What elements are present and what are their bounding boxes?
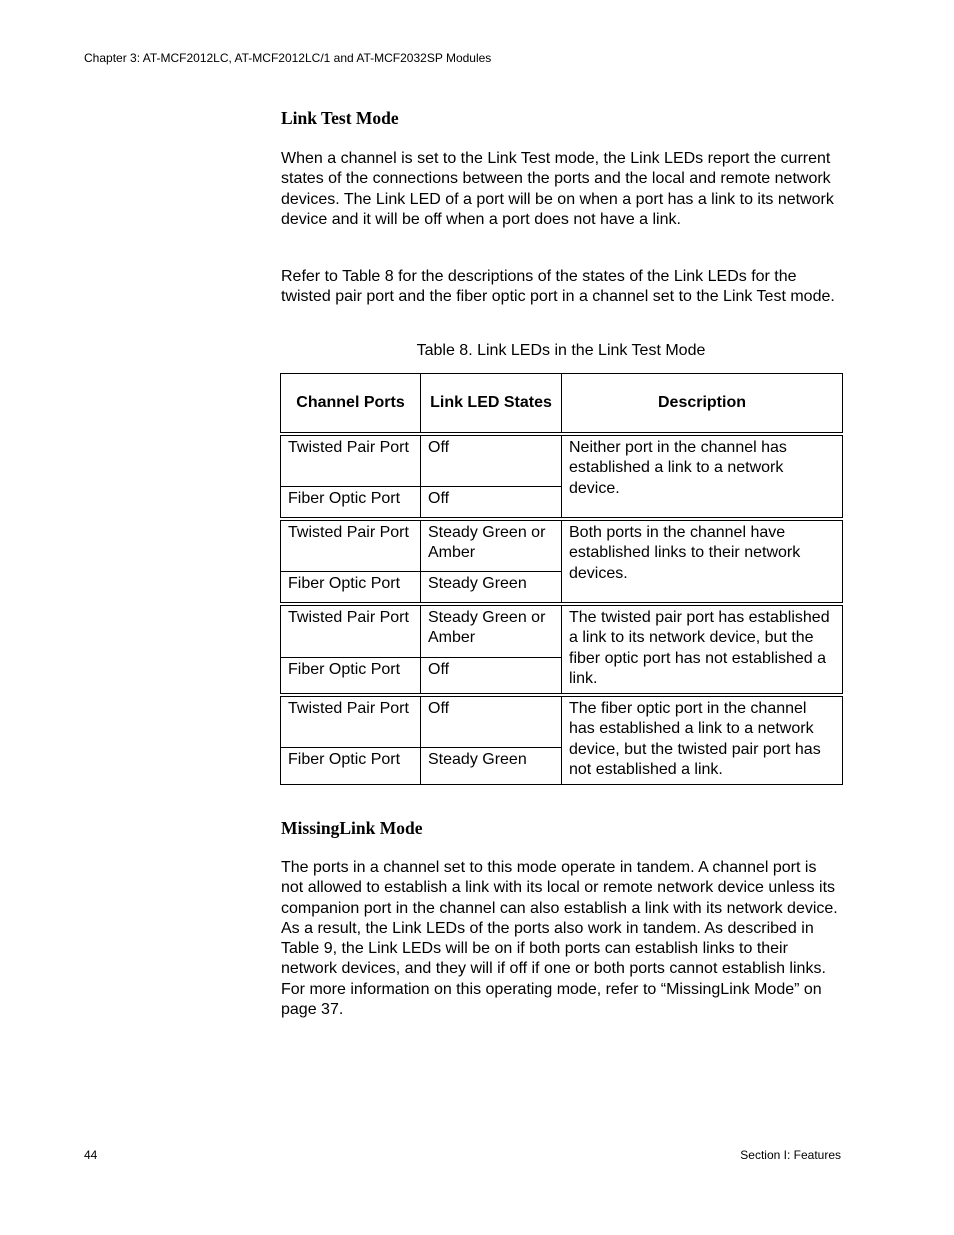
missinglink-body	[281, 858, 841, 1020]
table-cell-state: Off	[421, 434, 562, 487]
table-cell-state: Off	[421, 658, 562, 695]
table-cell-state: Steady Green	[421, 572, 562, 605]
table-cell-port: Fiber Optic Port	[281, 572, 421, 605]
table-cell-state: Off	[421, 487, 562, 520]
table-cell-port: Twisted Pair Port	[281, 434, 421, 487]
section-heading: Link Test Mode	[281, 108, 399, 128]
table-cell-port: Fiber Optic Port	[281, 748, 421, 785]
body-paragraph: When a channel is set to the Link Test mode, the Link LEDs report the current states of the connections between the ports and the local and remote network devices. The Link LED of a port will be on when a port has a link to its network device and it will be off when a port does not have a link.	[281, 150, 834, 228]
table-cell-description: Both ports in the channel have established links to their network devices.	[562, 519, 843, 604]
table-cell-port: Twisted Pair Port	[281, 695, 421, 748]
missinglink-section	[281, 818, 841, 839]
body-paragraph: The ports in a channel set to this mode operate in tandem. A channel port is not allowed to establish a link with its local or remote network device unless its companion port in the channel can also establish a link with its network device. As a result, the Link LEDs of the ports also work in tandem. As described in Table 9, the Link LEDs will be on if both ports can establish links to their network devices, and they will if off if one or both ports cannot establish links. For more information on this operating mode, refer to “MissingLink Mode” on page 37.	[281, 859, 838, 1019]
link-test-body	[281, 149, 841, 230]
column-header: Channel Ports	[281, 374, 421, 435]
table-row	[281, 434, 843, 487]
table-cell-state: Steady Green or Amber	[421, 604, 562, 658]
table-cell-description: Neither port in the channel has established a link to a network device.	[562, 434, 843, 519]
table-cell-port: Twisted Pair Port	[281, 604, 421, 658]
link-test-section	[281, 108, 841, 129]
table-row	[281, 519, 843, 572]
table-cell-state: Steady Green or Amber	[421, 519, 562, 572]
running-footer: Section I: Features	[740, 1148, 841, 1162]
table-row	[281, 604, 843, 658]
body-paragraph: Refer to Table 8 for the descriptions of the states of the Link LEDs for the twisted pair port and the fiber optic port in a channel set to the Link Test mode.	[281, 268, 835, 306]
column-header: Description	[562, 374, 843, 435]
section-heading: MissingLink Mode	[281, 818, 423, 838]
table-cell-port: Twisted Pair Port	[281, 519, 421, 572]
table-cell-description: The fiber optic port in the channel has established a link to a network device, but the twisted pair port has not established a link.	[562, 695, 843, 785]
link-test-body-2	[281, 267, 841, 308]
table-cell-state: Off	[421, 695, 562, 748]
table-cell-state: Steady Green	[421, 748, 562, 785]
table-row	[281, 695, 843, 748]
table-caption: Table 8. Link LEDs in the Link Test Mode	[416, 342, 706, 359]
table-cell-port: Fiber Optic Port	[281, 658, 421, 695]
table-cell-description: The twisted pair port has established a link to its network device, but the fiber optic port has not established a link.	[562, 604, 843, 695]
table-cell-port: Fiber Optic Port	[281, 487, 421, 520]
column-header: Link LED States	[421, 374, 562, 435]
link-led-table	[280, 373, 843, 785]
table-header-row	[281, 374, 843, 435]
running-header: Chapter 3: AT-MCF2012LC, AT-MCF2012LC/1 and AT-MCF2032SP Modules	[84, 51, 492, 65]
page-number: 44	[84, 1148, 98, 1162]
